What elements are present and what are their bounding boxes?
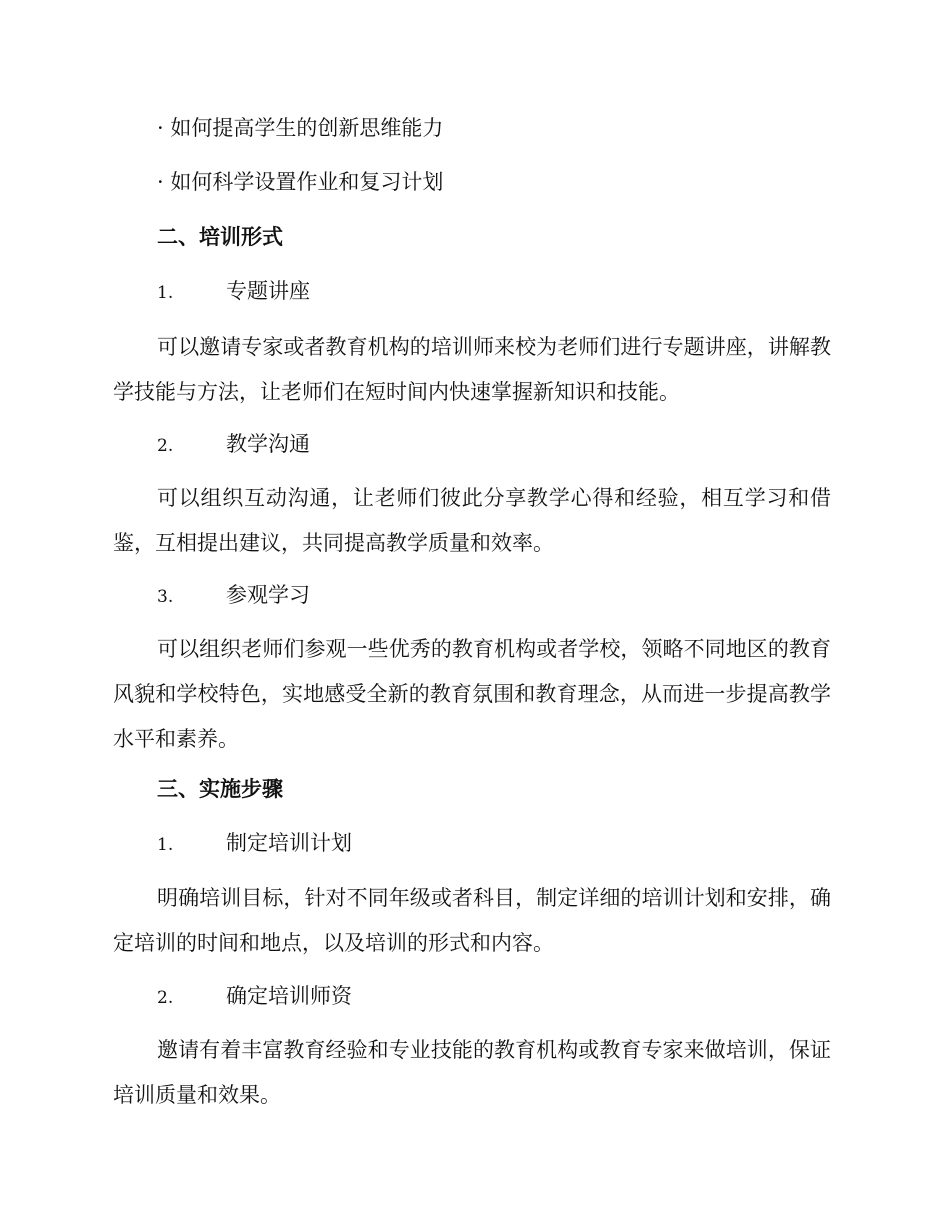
paragraph: 明确培训目标，针对不同年级或者科目，制定详细的培训计划和安排，确定培训的时间和地点，以及培训的形式和内容。	[113, 886, 831, 955]
item-number: 1.	[157, 835, 174, 855]
paragraph: 可以组织老师们参观一些优秀的教育机构或者学校，领略不同地区的教育风貌和学校特色，实地感受全新的教育氛围和教育理念，从而进一步提高教学水平和素养。	[113, 637, 831, 751]
section-heading: 三、实施步骤	[157, 776, 283, 801]
item-number: 3.	[157, 587, 174, 607]
item-number: 2.	[157, 988, 174, 1008]
section-heading: 二、培训形式	[157, 224, 283, 249]
paragraph: 可以邀请专家或者教育机构的培训师来校为老师们进行专题讲座，讲解教学技能与方法，让老师们在短时间内快速掌握新知识和技能。	[113, 335, 831, 404]
bullet-item: · 如何科学设置作业和复习计划	[157, 170, 444, 194]
item-title: 专题讲座	[226, 279, 310, 303]
item-title: 确定培训师资	[226, 984, 352, 1008]
item-number: 2.	[157, 436, 174, 456]
bullet-item: · 如何提高学生的创新思维能力	[157, 116, 444, 140]
item-title: 制定培训计划	[226, 831, 352, 855]
paragraph: 邀请有着丰富教育经验和专业技能的教育机构或教育专家来做培训，保证培训质量和效果。	[113, 1038, 831, 1107]
item-title: 参观学习	[226, 583, 310, 607]
paragraph: 可以组织互动沟通，让老师们彼此分享教学心得和经验，相互学习和借鉴，互相提出建议，共同提高教学质量和效率。	[113, 486, 831, 555]
item-title: 教学沟通	[226, 432, 310, 456]
item-number: 1.	[157, 283, 174, 303]
